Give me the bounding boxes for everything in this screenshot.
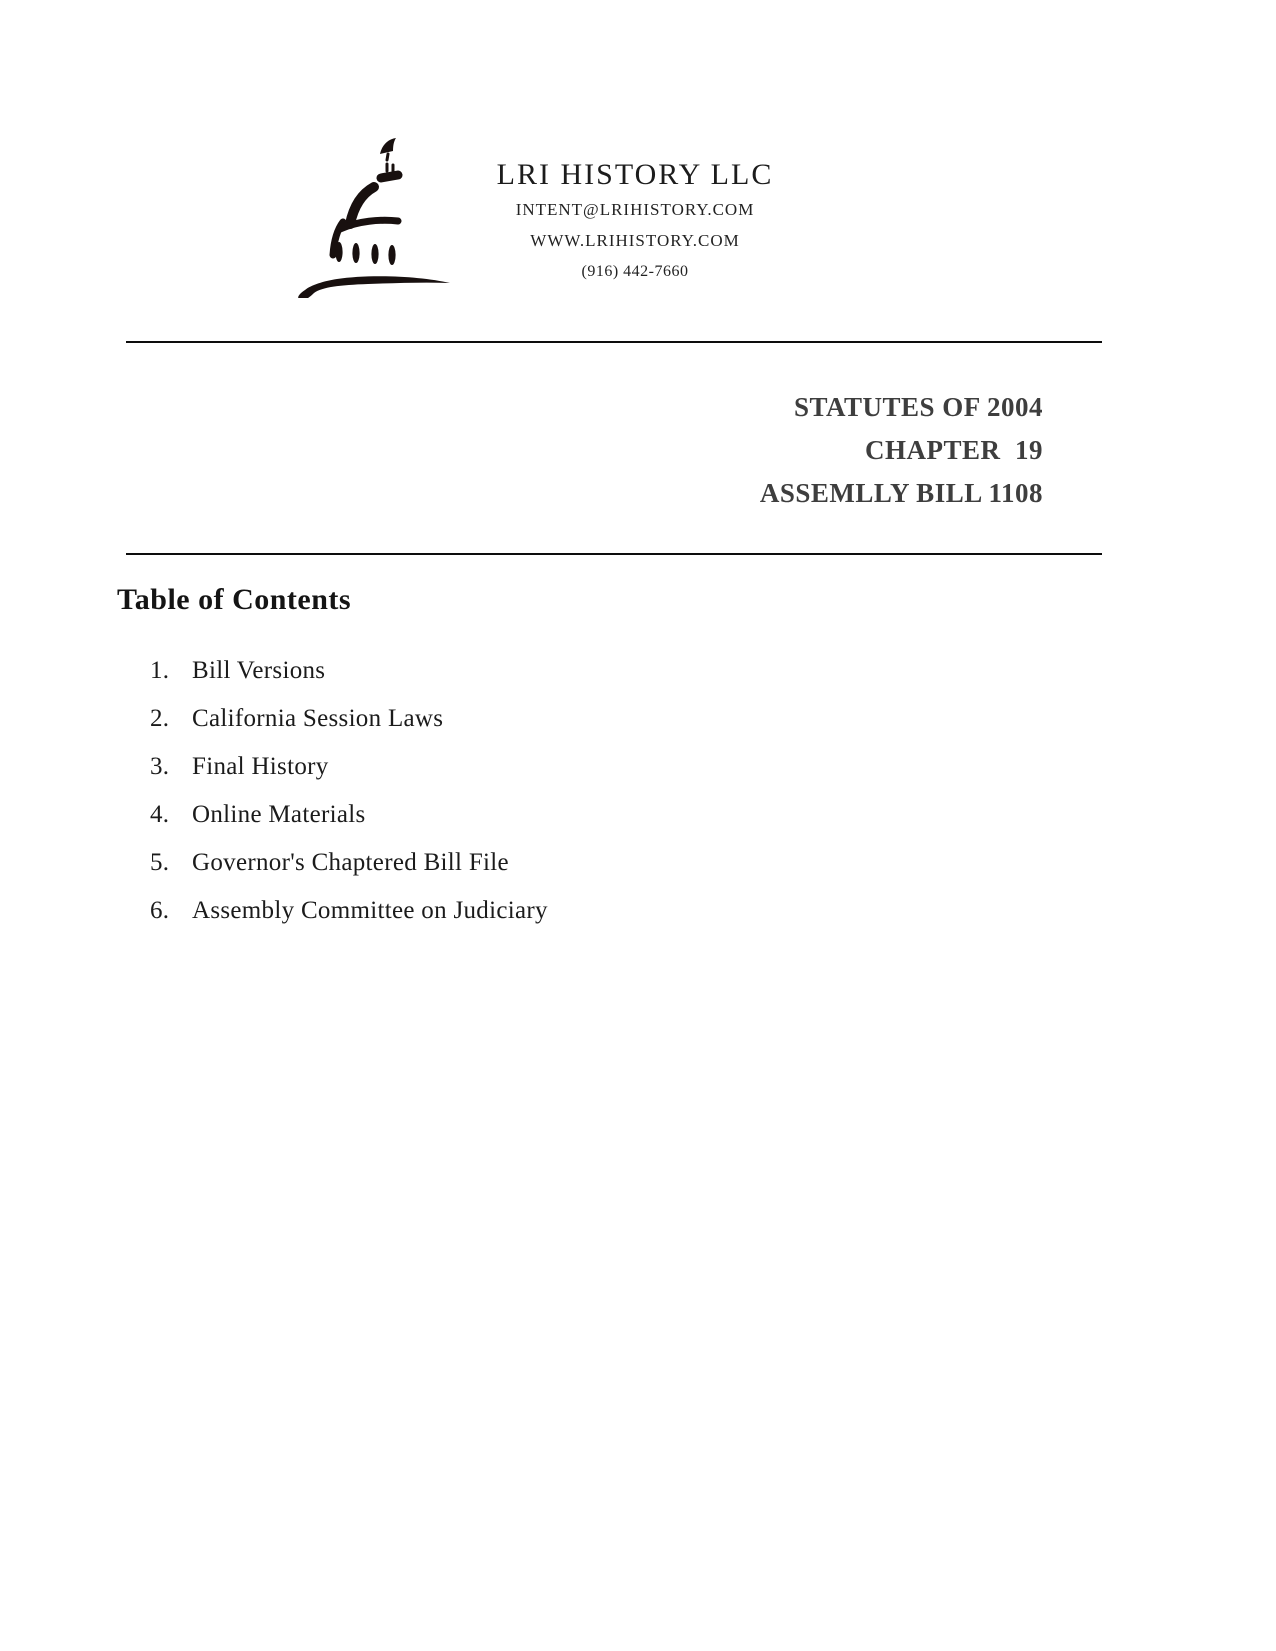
logo-column-dot [371, 244, 378, 264]
logo-flag-stem [387, 154, 388, 160]
company-name: LRI HISTORY LLC [496, 158, 774, 191]
company-phone: (916) 442-7660 [581, 263, 689, 280]
toc-item [150, 800, 548, 830]
toc-item [150, 848, 548, 878]
toc-item [150, 704, 548, 734]
statutes-line: STATUTES OF 2004 [793, 392, 1043, 422]
toc-item-number: 4. [150, 801, 170, 828]
toc-item-label: Bill Versions [192, 657, 326, 684]
toc-item [150, 896, 548, 926]
toc-item-number: 6. [150, 897, 170, 924]
toc-item [150, 656, 548, 686]
company-website: WWW.LRIHISTORY.COM [530, 231, 740, 250]
toc-heading: Table of Contents [117, 583, 352, 616]
toc-item-label: Online Materials [192, 801, 366, 828]
logo-column-dot [388, 245, 395, 265]
capitol-dome-sketch-icon [292, 126, 454, 298]
toc-item-number: 2. [150, 705, 170, 732]
toc-item-label: Final History [192, 753, 329, 780]
logo-column-dot [335, 242, 342, 262]
case-title-block [760, 386, 1043, 515]
logo-cupola-stroke [381, 175, 398, 178]
toc-item-label: Assembly Committee on Judiciary [192, 897, 548, 924]
horizontal-rule-bottom [126, 553, 1102, 555]
toc-item-number: 3. [150, 753, 170, 780]
company-email: INTENT@LRIHISTORY.COM [515, 200, 755, 219]
logo-ground-swoosh [298, 276, 450, 298]
chapter-line: CHAPTER 19 [864, 435, 1043, 465]
toc-item [150, 752, 548, 782]
toc-item-label: Governor's Chaptered Bill File [192, 849, 509, 876]
bill-line: ASSEMLLY BILL 1108 [759, 478, 1043, 508]
logo-flag-stroke [380, 138, 396, 154]
toc-list [150, 656, 548, 944]
toc-item-number: 5. [150, 849, 170, 876]
toc-item-label: California Session Laws [192, 705, 444, 732]
toc-item-number: 1. [150, 657, 170, 684]
horizontal-rule-top [126, 341, 1102, 343]
letterhead [435, 156, 835, 287]
logo-column-dot [352, 243, 359, 263]
